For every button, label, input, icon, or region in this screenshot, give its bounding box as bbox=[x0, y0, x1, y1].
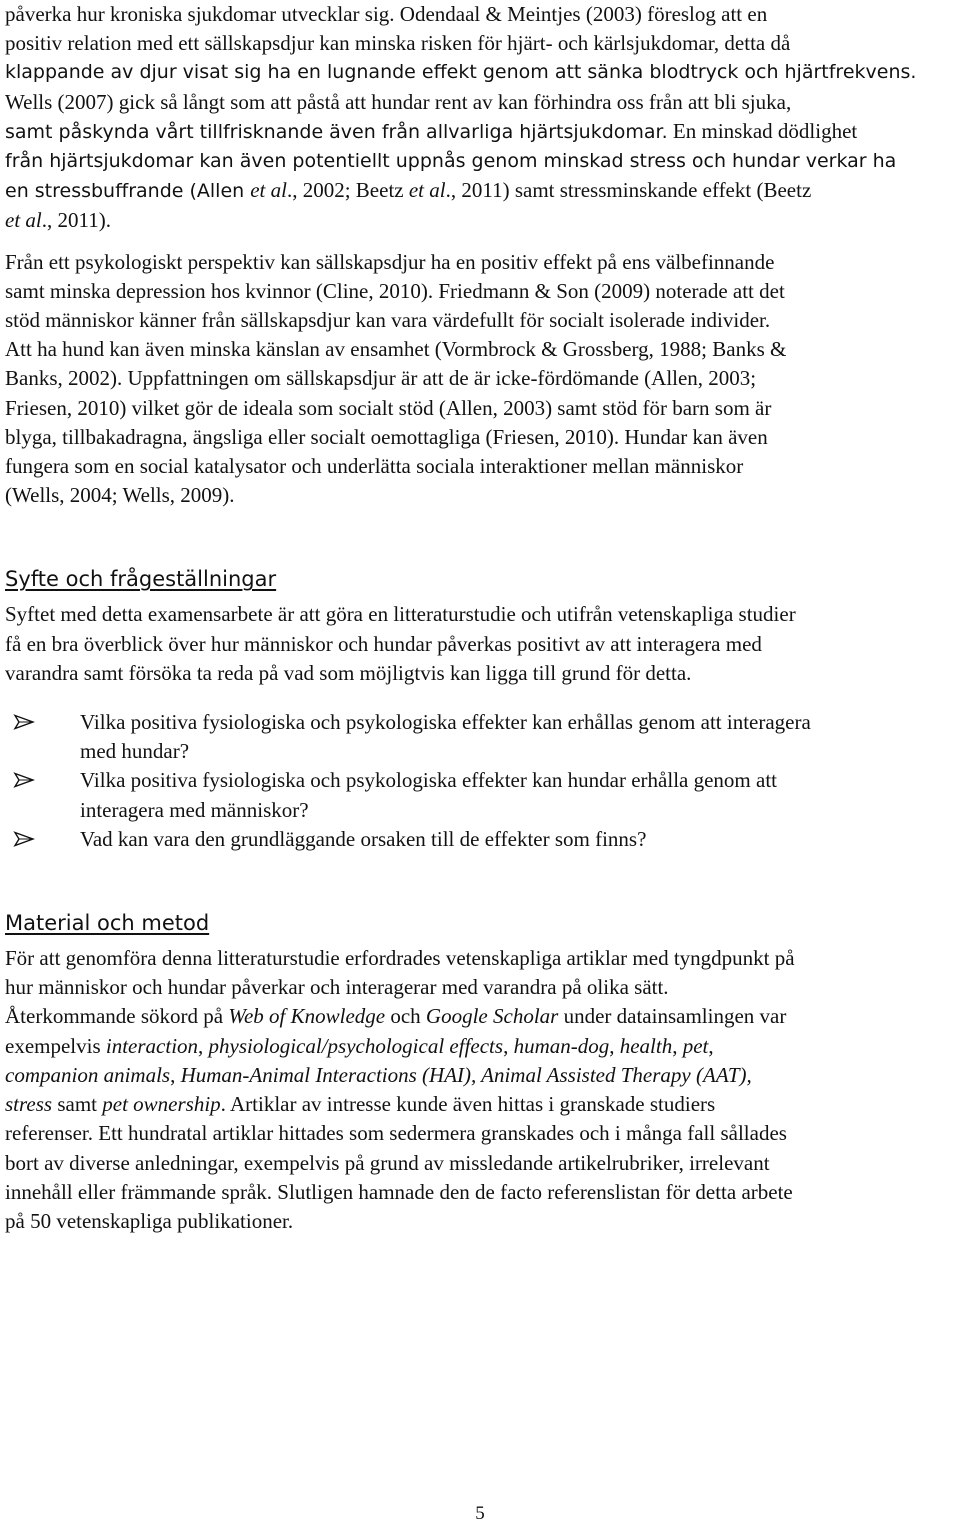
italic-text: human-dog bbox=[513, 1033, 610, 1058]
text-line: påverka hur kroniska sjukdomar utvecklar sig. Odendaal & Meintjes (2003) föreslog att en bbox=[5, 2, 768, 26]
psychology-paragraph bbox=[5, 248, 955, 511]
text-span: exempelvis bbox=[5, 1033, 106, 1058]
text-line: Friesen, 2010) vilket gör de ideala som socialt stöd (Allen, 2003) samt stöd för barn som är bbox=[5, 395, 772, 420]
page-number: 5 bbox=[475, 1503, 485, 1524]
italic-text: et al bbox=[5, 208, 42, 233]
italic-text: et al bbox=[408, 178, 446, 203]
list-item bbox=[5, 708, 955, 766]
text-line: För att genomföra denna litteraturstudie erfordrades vetenskapliga artiklar med tyngdpunkt på bbox=[5, 946, 795, 971]
text-span: och bbox=[385, 1004, 426, 1029]
text-span: , bbox=[672, 1033, 683, 1058]
text-span: , bbox=[198, 1033, 209, 1058]
method-section bbox=[5, 908, 955, 1236]
text-line bbox=[5, 1002, 955, 1031]
text-span: ., 2011) samt stressminskande effekt (Beetz bbox=[445, 178, 812, 203]
text-span: ., 2011). bbox=[41, 208, 111, 233]
arrow-bullet-icon bbox=[13, 772, 35, 788]
text-span: En minskad dödlighet bbox=[667, 118, 858, 143]
text-line bbox=[5, 117, 955, 147]
text-line: positiv relation med ett sällskapsdjur kan minska risken för hjärt- och kärlsjukdomar, detta då bbox=[5, 31, 791, 56]
list-item bbox=[5, 825, 955, 854]
text-line: varandra samt försöka ta reda på vad som möjligtvis kan ligga till grund för detta. bbox=[5, 660, 692, 685]
text-line: Att ha hund kan även minska känslan av ensamhet (Vormbrock & Grossberg, 1988; Banks & bbox=[5, 337, 787, 362]
text-line bbox=[5, 1061, 955, 1090]
arrow-bullet-icon bbox=[13, 714, 35, 730]
text-line: innehåll eller främmande språk. Slutligen hamnade den de facto referenslistan för detta arbete bbox=[5, 1179, 793, 1204]
text-line: klappande av djur visat sig ha en lugnande effekt genom att sänka blodtryck och hjärtfrekvens. bbox=[5, 61, 917, 84]
document-page bbox=[5, 0, 955, 1236]
text-span: en stressbuffrande (Allen bbox=[5, 180, 251, 203]
text-line: fungera som en social katalysator och underlätta sociala interaktioner mellan människor bbox=[5, 454, 744, 479]
text-line: Från ett psykologiskt perspektiv kan sällskapsdjur ha en positiv effekt på ens välbefinnande bbox=[5, 249, 775, 274]
section-heading: Material och metod bbox=[5, 911, 210, 936]
text-line: interagera med människor? bbox=[80, 797, 309, 822]
list-item bbox=[5, 766, 955, 824]
text-line: Vilka positiva fysiologiska och psykologiska effekter kan erhållas genom att interagera bbox=[80, 710, 811, 735]
italic-text: Web of Knowledge bbox=[228, 1004, 386, 1029]
text-line: Vilka positiva fysiologiska och psykologiska effekter kan hundar erhålla genom att bbox=[80, 768, 778, 793]
text-line: på 50 vetenskapliga publikationer. bbox=[5, 1208, 294, 1233]
arrow-bullet-icon bbox=[13, 831, 35, 847]
italic-text: Google Scholar bbox=[425, 1004, 559, 1029]
text-line bbox=[5, 206, 955, 235]
section-heading: Syfte och frågeställningar bbox=[5, 567, 277, 592]
text-line: få en bra överblick över hur människor och hundar påverkas positivt av att interagera med bbox=[5, 631, 762, 656]
text-span: Återkommande sökord på bbox=[5, 1004, 229, 1029]
text-line: Wells (2007) gick så långt som att påstå att hundar rent av kan förhindra oss från att bli sjuka, bbox=[5, 89, 792, 114]
aim-section bbox=[5, 564, 955, 854]
text-span: ., 2002; Beetz bbox=[286, 178, 409, 203]
intro-paragraph bbox=[5, 0, 955, 236]
text-span: samt påskynda vårt tillfrisknande även från allvarliga hjärtsjukdomar. bbox=[5, 120, 668, 143]
text-line: samt minska depression hos kvinnor (Cline, 2010). Friedmann & Son (2009) noterade att det bbox=[5, 278, 785, 303]
text-line: Vad kan vara den grundläggande orsaken till de effekter som finns? bbox=[80, 826, 647, 851]
text-line: (Wells, 2004; Wells, 2009). bbox=[5, 483, 235, 508]
text-line: stöd människor känner från sällskapsdjur kan vara värdefullt för socialt isolerade individer. bbox=[5, 308, 771, 333]
text-span: under datainsamlingen var bbox=[558, 1004, 787, 1029]
italic-text: physiological/psychological effects bbox=[208, 1033, 504, 1058]
text-span: , bbox=[708, 1033, 714, 1058]
text-span: samt bbox=[52, 1092, 103, 1117]
text-line: Syftet med detta examensarbete är att göra en litteraturstudie och utifrån vetenskapliga studier bbox=[5, 602, 796, 627]
text-span: , bbox=[170, 1062, 181, 1087]
text-line bbox=[5, 176, 955, 206]
italic-text: interaction bbox=[105, 1033, 199, 1058]
text-line: Banks, 2002). Uppfattningen om sällskapsdjur är att de är icke-fördömande (Allen, 2003; bbox=[5, 366, 757, 391]
text-line bbox=[5, 1032, 955, 1061]
text-line: bort av diverse anledningar, exempelvis på grund av missledande artikelrubriker, irrelevant bbox=[5, 1150, 770, 1175]
text-line: referenser. Ett hundratal artiklar hittades som sedermera granskades och i många fall sållades bbox=[5, 1121, 787, 1146]
italic-text: stress bbox=[5, 1092, 53, 1117]
text-line: från hjärtsjukdomar kan även potentiellt uppnås genom minskad stress och hundar verkar ha bbox=[5, 150, 897, 173]
italic-text: et al bbox=[250, 178, 287, 203]
text-line: med hundar? bbox=[80, 739, 190, 764]
text-span: . Artiklar av intresse kunde även hittas i granskade studiers bbox=[220, 1092, 716, 1117]
text-line: blyga, tillbakadragna, ängsliga eller socialt oemottagliga (Friesen, 2010). Hundar kan även bbox=[5, 424, 768, 449]
italic-text: companion animals bbox=[5, 1062, 171, 1087]
italic-text: pet bbox=[682, 1033, 709, 1058]
italic-text: pet ownership bbox=[102, 1092, 221, 1117]
italic-text: Human-Animal Interactions (HAI), Animal Assisted Therapy (AAT), bbox=[180, 1062, 752, 1087]
text-span: , bbox=[609, 1033, 620, 1058]
text-line bbox=[5, 1090, 955, 1119]
italic-text: health bbox=[619, 1033, 673, 1058]
research-questions-list bbox=[5, 708, 955, 854]
text-line: hur människor och hundar påverkar och interagerar med varandra på olika sätt. bbox=[5, 975, 669, 1000]
text-span: , bbox=[503, 1033, 514, 1058]
